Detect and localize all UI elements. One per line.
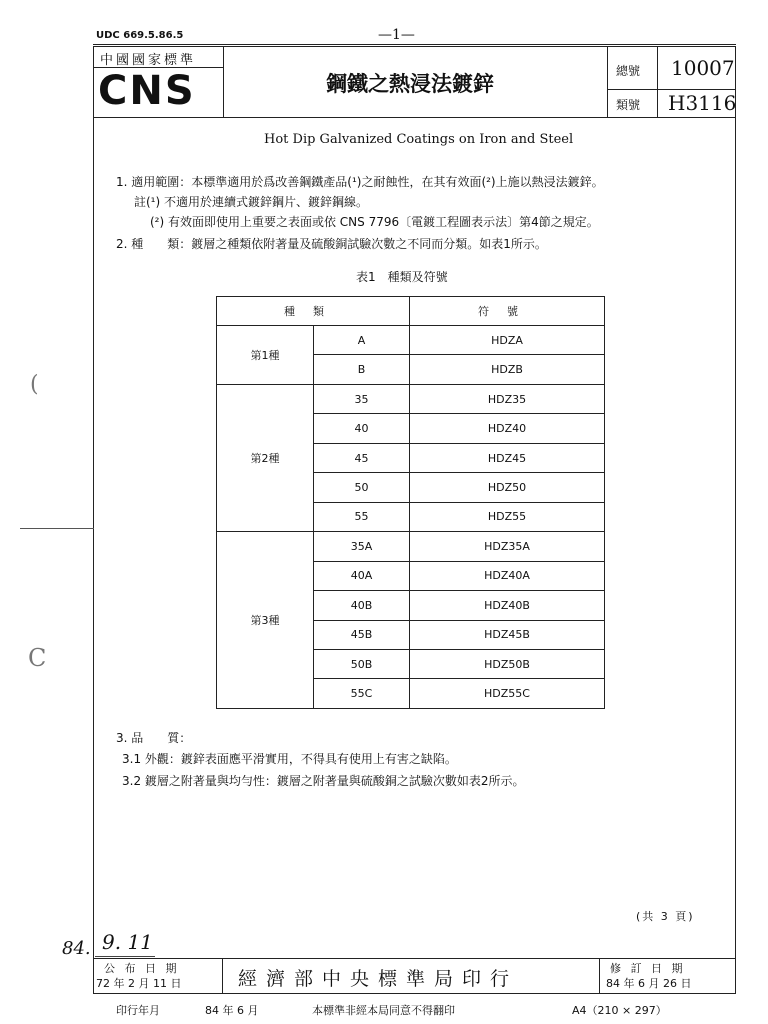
grade-cell: A [314,326,410,355]
paper-size: A4（210 × 297） [572,1004,667,1017]
publisher: 經濟部中央標準局印行 [238,968,519,990]
para-types: 2. 種 類：鍍層之種類依附著量及硫酸銅試驗次數之不同而分類。如表1所示。 [116,237,547,251]
symbol-cell: HDZ40A [410,561,605,590]
grade-cell: 40 [314,414,410,443]
para-scope: 1. 適用範圍：本標準適用於爲改善鋼鐵產品(¹)之耐蝕性，在其有效面(²)上施以熱浸法鍍鋅。 [116,175,604,189]
total-no: 10007 [671,56,735,80]
margin-bracket-icon: C [28,644,47,672]
udc-code: UDC 669.5.86.5 [96,30,184,41]
grade-cell: 45 [314,443,410,472]
col-header-symbol: 符號 [410,297,605,326]
revised-label: 修 訂 日 期 [610,962,686,975]
margin-bracket-icon: ( [30,372,39,397]
class-no: H3116 [668,91,737,115]
para-quality: 3. 品 質： [116,731,192,745]
document-title: 鋼鐵之熱浸法鍍鋅 [326,72,494,96]
symbol-cell: HDZ50B [410,649,605,678]
print-label: 印行年月 [116,1004,160,1017]
classification-table [216,296,605,709]
symbol-cell: HDZA [410,326,605,355]
symbol-cell: HDZ35 [410,384,605,413]
para-appearance: 3.1 外觀：鍍鋅表面應平滑實用，不得具有使用上有害之缺陷。 [122,752,457,766]
grade-cell: 55C [314,679,410,709]
group-name: 第2種 [217,384,314,531]
note-2: (²) 有效面即使用上重要之表面或依 CNS 7796〔電鍍工程圖表示法〕第4節之規定。 [150,215,599,229]
grade-cell: 45B [314,620,410,649]
print-date: 84 年 6 月 [205,1004,259,1017]
group-name: 第3種 [217,532,314,709]
cns-logo: CNS [98,68,196,114]
grade-cell: 40A [314,561,410,590]
grade-cell: 50B [314,649,410,678]
table-caption: 表1 種類及符號 [356,270,448,284]
symbol-cell: HDZ50 [410,473,605,502]
handwritten-left: 84. [62,938,91,959]
grade-cell: 55 [314,502,410,531]
english-title: Hot Dip Galvanized Coatings on Iron and Steel [264,132,574,147]
note-1: 註(¹) 不適用於連續式鍍鋅鋼片、鍍鋅鋼線。 [134,195,368,209]
symbol-cell: HDZ55C [410,679,605,709]
symbol-cell: HDZB [410,355,605,384]
symbol-cell: HDZ45B [410,620,605,649]
published-date: 72 年 2 月 11 日 [96,977,182,990]
grade-cell: 50 [314,473,410,502]
org-label: 中國國家標準 [100,53,197,68]
symbol-cell: HDZ45 [410,443,605,472]
symbol-cell: HDZ40B [410,591,605,620]
symbol-cell: HDZ40 [410,414,605,443]
symbol-cell: HDZ35A [410,532,605,561]
grade-cell: 35 [314,384,410,413]
grade-cell: 40B [314,591,410,620]
grade-cell: B [314,355,410,384]
page-total: (共 3 頁) [636,910,695,923]
copyright-notice: 本標準非經本局同意不得翻印 [312,1004,455,1017]
col-header-kind: 種類 [217,297,410,326]
page-number: —1— [378,27,415,43]
revised-date: 84 年 6 月 26 日 [606,977,692,990]
para-coating: 3.2 鍍層之附著量與均勻性：鍍層之附著量與硫酸銅之試驗次數如表2所示。 [122,774,525,788]
class-no-label: 類號 [616,98,641,112]
group-name: 第1種 [217,326,314,385]
symbol-cell: HDZ55 [410,502,605,531]
total-no-label: 總號 [616,64,641,78]
handwritten-date: 9. 11 [102,930,153,954]
grade-cell: 35A [314,532,410,561]
published-label: 公 布 日 期 [104,962,180,975]
